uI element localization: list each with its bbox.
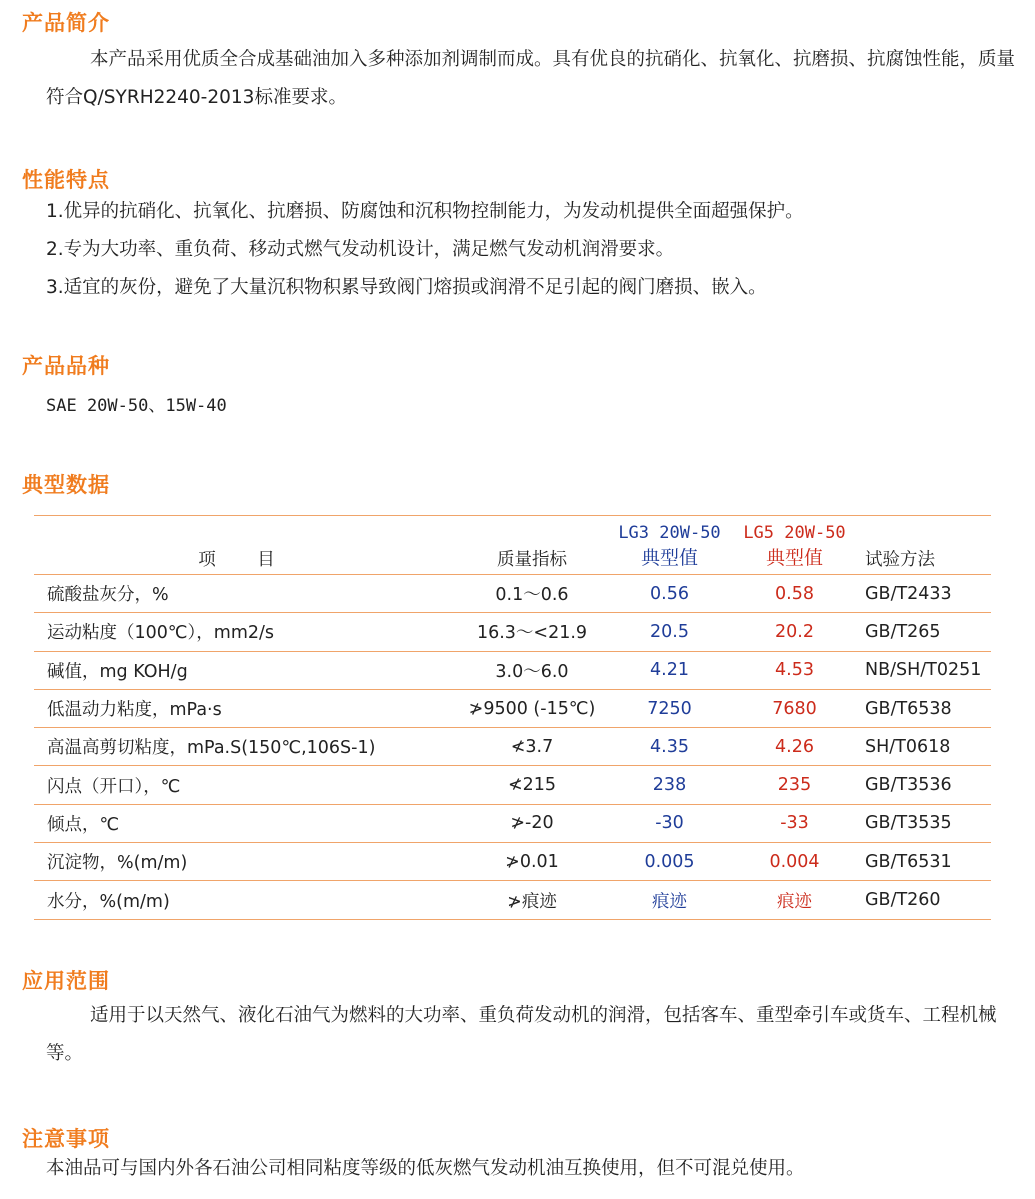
cell-lg5: 痕迹 [732, 881, 857, 919]
cell-lg5: 7680 [732, 689, 857, 727]
cell-lg5: 0.004 [732, 843, 857, 881]
cell-spec: ≯0.01 [457, 843, 607, 881]
table-row [34, 766, 991, 804]
feature-item: 2.专为大功率、重负荷、移动式燃气发动机设计，满足燃气发动机润滑要求。 [46, 239, 675, 260]
features-title: 性能特点 [22, 168, 110, 192]
cell-lg5: 0.58 [732, 575, 857, 613]
table-row [34, 843, 991, 881]
notes-title: 注意事项 [22, 1127, 110, 1151]
cell-method: GB/T6531 [857, 843, 991, 881]
cell-method: GB/T265 [857, 613, 991, 651]
cell-lg3: 20.5 [607, 613, 732, 651]
header-lg5 [732, 516, 857, 575]
table-body [34, 575, 991, 920]
cell-item: 运动粘度（100℃），mm2/s [34, 613, 457, 651]
header-lg5-sub: 典型值 [765, 547, 823, 569]
header-lg3 [607, 516, 732, 575]
typical-data-title: 典型数据 [22, 473, 110, 497]
cell-method: GB/T3536 [857, 766, 991, 804]
cell-item: 水分，%(m/m) [34, 881, 457, 919]
cell-method: GB/T260 [857, 881, 991, 919]
cell-item: 闪点（开口），℃ [34, 766, 457, 804]
typical-data-table [34, 515, 991, 920]
table-row [34, 728, 991, 766]
cell-item: 沉淀物，%(m/m) [34, 843, 457, 881]
notes-text: 本油品可与国内外各石油公司相同粘度等级的低灰燃气发动机油互换使用，但不可混兑使用。 [46, 1158, 805, 1179]
cell-method: GB/T3535 [857, 804, 991, 842]
cell-item: 高温高剪切粘度，mPa.S(150℃,106S-1) [34, 728, 457, 766]
cell-lg3: 0.005 [607, 843, 732, 881]
cell-item: 碱值，mg KOH/g [34, 651, 457, 689]
cell-method: GB/T2433 [857, 575, 991, 613]
feature-item: 1.优异的抗硝化、抗氧化、抗磨损、防腐蚀和沉积物控制能力，为发动机提供全面超强保护。 [46, 201, 804, 222]
header-lg3-code: LG3 20W-50 [618, 523, 721, 543]
variants-text: SAE 20W-50、15W-40 [46, 396, 227, 416]
table-row [34, 804, 991, 842]
cell-lg3: 痕迹 [607, 881, 732, 919]
cell-method: GB/T6538 [857, 689, 991, 727]
cell-item: 低温动力粘度，mPa·s [34, 689, 457, 727]
application-title: 应用范围 [22, 969, 110, 993]
intro-title: 产品简介 [22, 11, 110, 35]
header-method: 试验方法 [857, 516, 991, 575]
cell-lg3: 4.21 [607, 651, 732, 689]
table-row [34, 689, 991, 727]
table-row [34, 651, 991, 689]
cell-lg5: 20.2 [732, 613, 857, 651]
cell-lg5: 4.26 [732, 728, 857, 766]
intro-text: 本产品采用优质全合成基础油加入多种添加剂调制而成。具有优良的抗硝化、抗氧化、抗磨损、抗腐蚀性能，质量符合Q/SYRH2240-2013标准要求。 [46, 49, 1016, 108]
cell-lg5: -33 [732, 804, 857, 842]
table-row [34, 575, 991, 613]
cell-lg5: 235 [732, 766, 857, 804]
header-lg3-sub: 典型值 [640, 547, 698, 569]
header-lg5-code: LG5 20W-50 [743, 523, 846, 543]
cell-method: SH/T0618 [857, 728, 991, 766]
cell-spec: ≮3.7 [457, 728, 607, 766]
cell-spec: 16.3～<21.9 [457, 613, 607, 651]
cell-spec: ≯痕迹 [457, 881, 607, 919]
header-spec: 质量指标 [457, 516, 607, 575]
cell-method: NB/SH/T0251 [857, 651, 991, 689]
table-header-row [34, 516, 991, 575]
cell-spec: ≯9500 (-15℃) [457, 689, 607, 727]
cell-lg5: 4.53 [732, 651, 857, 689]
cell-lg3: -30 [607, 804, 732, 842]
cell-spec: ≯-20 [457, 804, 607, 842]
cell-lg3: 4.35 [607, 728, 732, 766]
cell-lg3: 238 [607, 766, 732, 804]
application-text: 适用于以天然气、液化石油气为燃料的大功率、重负荷发动机的润滑，包括客车、重型牵引车或货车、工程机械等。 [46, 1005, 997, 1064]
cell-spec: 3.0～6.0 [457, 651, 607, 689]
cell-lg3: 7250 [607, 689, 732, 727]
table-row [34, 613, 991, 651]
cell-spec: 0.1～0.6 [457, 575, 607, 613]
cell-item: 倾点，℃ [34, 804, 457, 842]
feature-item: 3.适宜的灰份，避免了大量沉积物积累导致阀门熔损或润滑不足引起的阀门磨损、嵌入。 [46, 277, 767, 298]
cell-spec: ≮215 [457, 766, 607, 804]
features-list [46, 193, 804, 307]
table-row [34, 881, 991, 919]
variants-title: 产品品种 [22, 354, 110, 378]
cell-item: 硫酸盐灰分，% [34, 575, 457, 613]
cell-lg3: 0.56 [607, 575, 732, 613]
header-item: 项 目 [34, 516, 457, 575]
